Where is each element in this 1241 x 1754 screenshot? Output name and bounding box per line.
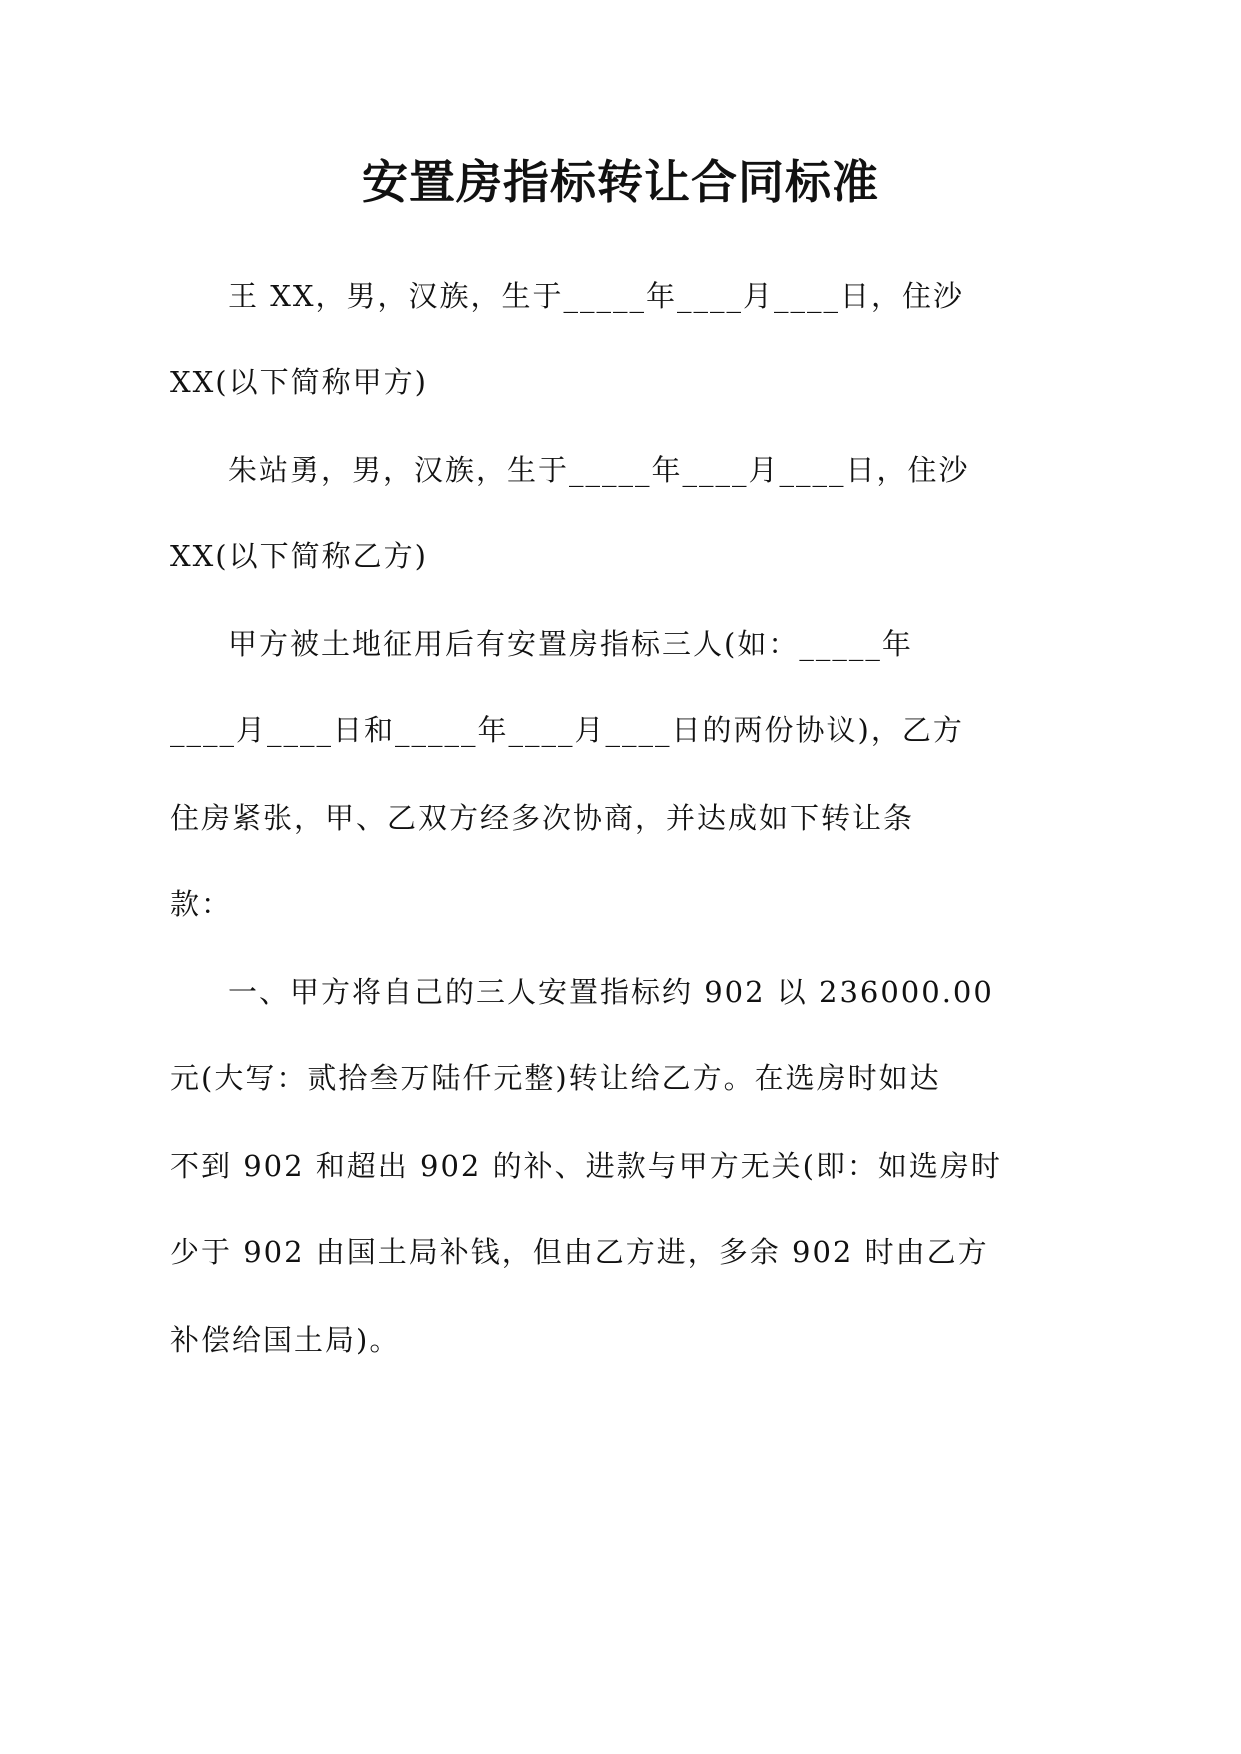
paragraph-1-line-2: XX(以下简称甲方) — [170, 365, 428, 399]
document-title: 安置房指标转让合同标准 — [362, 155, 879, 209]
paragraph-2-line-2: XX(以下简称乙方) — [170, 539, 428, 573]
paragraph-3-line-4: 款： — [170, 887, 233, 921]
paragraph-3-line-3: 住房紧张，甲、乙双方经多次协商，并达成如下转让条 — [170, 801, 915, 835]
clause-1-line-2: 元(大写：贰拾叁万陆仟元整)转让给乙方。在选房时如达 — [170, 1061, 941, 1095]
clause-1-line-1: 一、甲方将自己的三人安置指标约 902 以 236000.00 — [228, 975, 994, 1009]
clause-1-line-4: 少于 902 由国土局补钱，但由乙方进，多余 902 时由乙方 — [170, 1235, 989, 1269]
paragraph-1-line-1: 王 XX，男，汉族，生于_____年____月____日，住沙 — [228, 279, 965, 313]
paragraph-3-line-1: 甲方被土地征用后有安置房指标三人(如：_____年 — [228, 627, 913, 661]
paragraph-3-line-2: ____月____日和_____年____月____日的两份协议)，乙方 — [170, 713, 964, 747]
clause-1-line-3: 不到 902 和超出 902 的补、进款与甲方无关(即：如选房时 — [170, 1149, 1002, 1183]
paragraph-2-line-1: 朱站勇，男，汉族，生于_____年____月____日，住沙 — [228, 453, 970, 487]
clause-1-line-5: 补偿给国土局)。 — [170, 1323, 401, 1357]
